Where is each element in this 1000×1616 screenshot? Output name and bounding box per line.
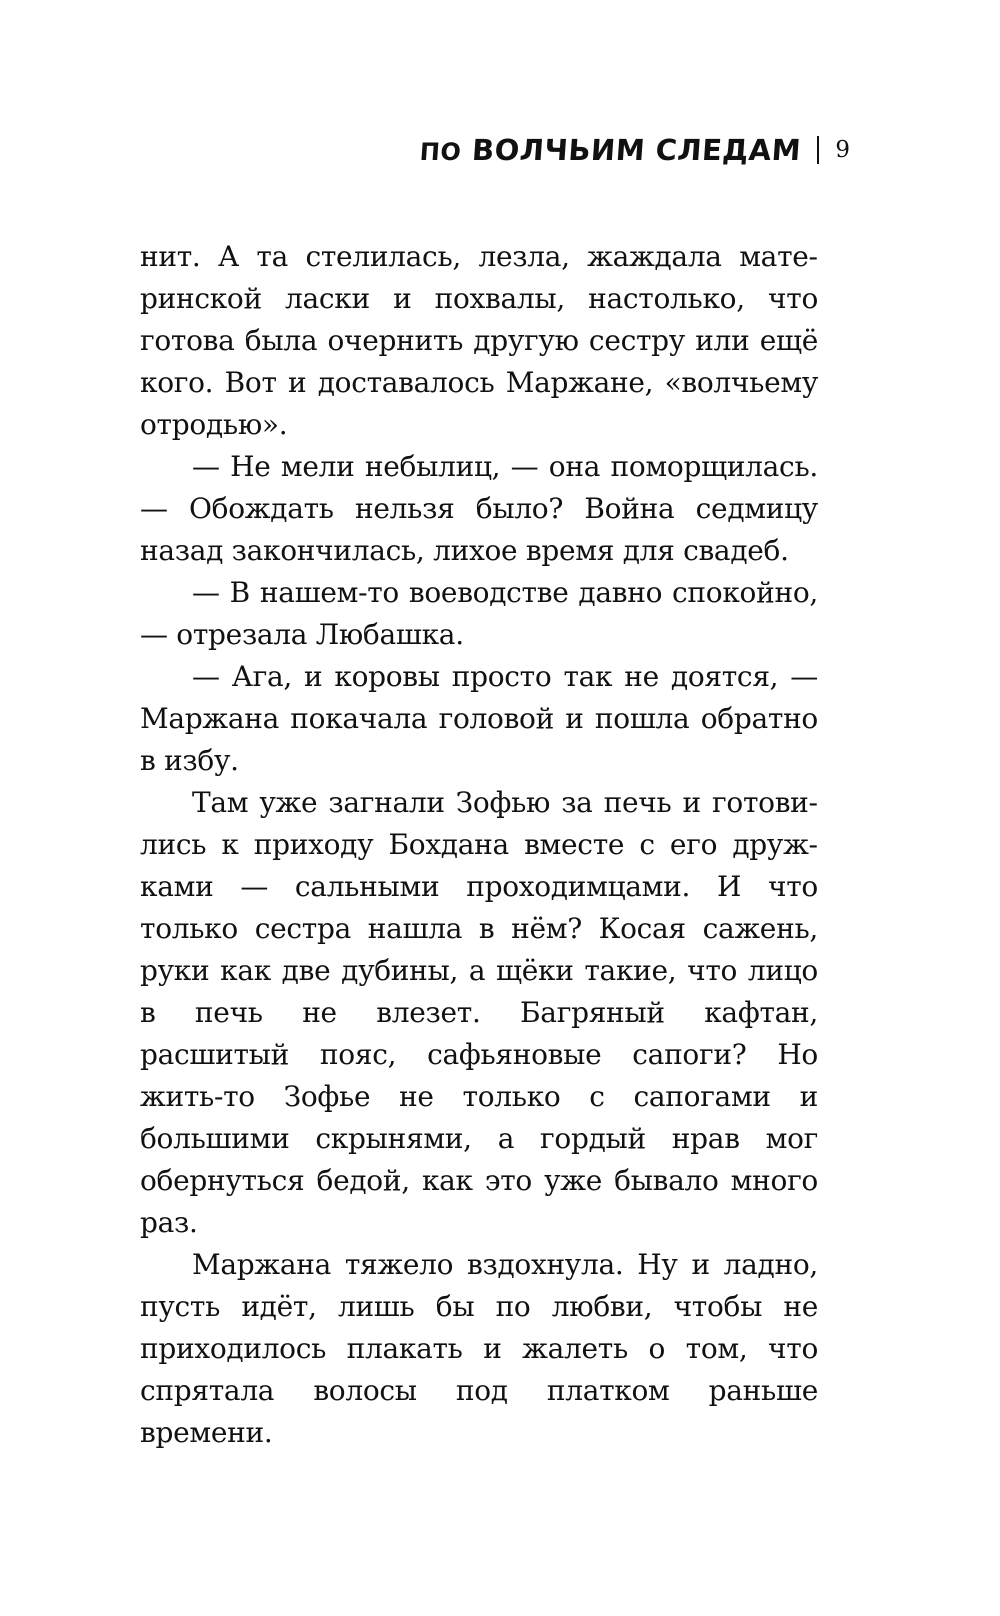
paragraph-1: нит. А та стелилась, лезла, жаждала материнской ласки и похвалы, настолько, что готова была очернить другую сестру или ещё кого. Вот и доставалось Маржане, «волчьему отродью». [140, 240, 818, 441]
book-title-first-word: ПО [419, 138, 463, 166]
page-number: 9 [835, 137, 850, 163]
book-title [419, 133, 802, 167]
running-head [135, 128, 850, 172]
paragraph-5: Там уже загнали Зофью за печь и готовились к приходу Бохдана вместе с его дружками — сальными проходимцами. И что только сестра нашла в нём? Косая сажень, руки как две дубины, а щёки такие, что лицо в печь не влезет. Багряный кафтан, расшитый пояс, сафьяновые сапоги? Но жить-то Зофье не только с сапогами и большими скрынями, а гордый нрав мог обернуться бедой, как это уже бывало много раз. [140, 786, 818, 1239]
paragraph-4: — Ага, и коровы просто так не доятся, — Маржана покачала головой и пошла обратно в избу. [140, 660, 818, 777]
paragraph-3: — В нашем-то воеводстве давно спокойно, — отрезала Любашка. [140, 576, 818, 651]
header-divider [817, 136, 819, 164]
book-title-rest: ВОЛЧЬИМ СЛЕДАМ [471, 133, 803, 167]
paragraph-2: — Не мели небылиц, — она поморщилась. — Обождать нельзя было? Война седмицу назад закончилась, лихое время для свадеб. [140, 450, 818, 567]
body-text [140, 236, 818, 1454]
paragraph-6: Маржана тяжело вздохнула. Ну и ладно, пусть идёт, лишь бы по любви, чтобы не приходилось плакать и жалеть о том, что спрятала волосы под платком раньше времени. [140, 1248, 818, 1449]
